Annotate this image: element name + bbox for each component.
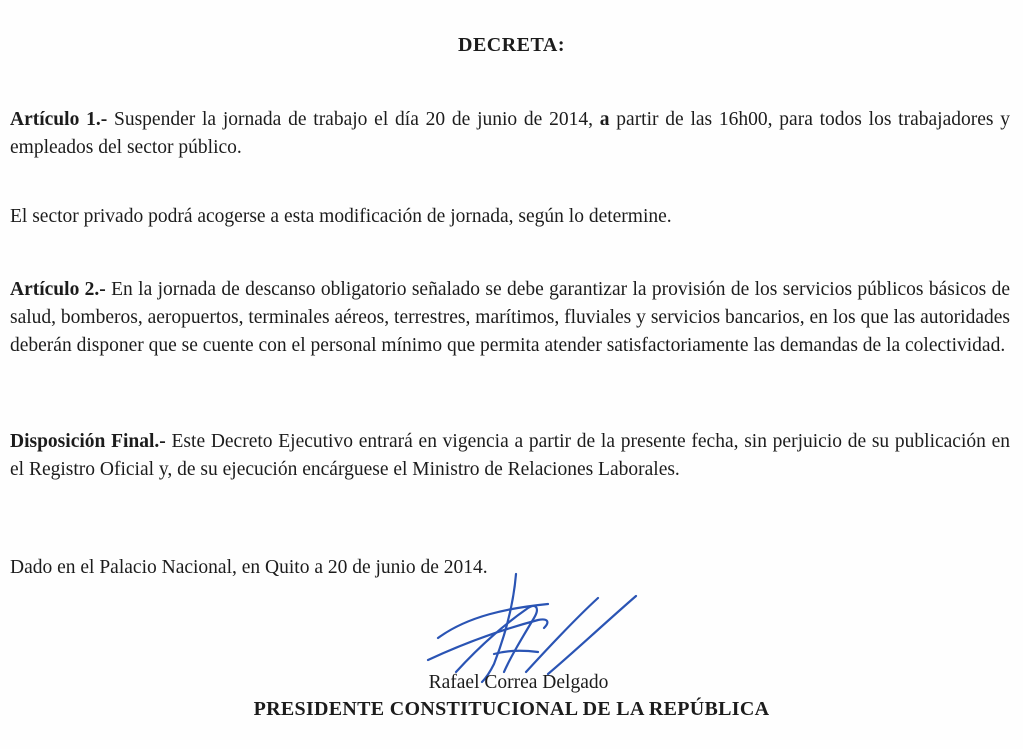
final-disposition-label: Disposición Final.-	[10, 431, 166, 452]
decree-heading: DECRETA:	[458, 34, 565, 56]
article-2-text: En la jornada de descanso obligatorio señalado se debe garantizar la provisión de los servicios públicos básicos de salud, bomberos, aeropuertos, terminales aéreos, terrestres, marítimos, fluviales y servicios bancarios, en los que las autoridades deberán disponer que se cuente con el personal mínimo que permita atender satisfactoriamente las demandas de la colectividad.	[10, 279, 1011, 356]
article-1	[10, 106, 1010, 162]
article-1-text-before: Suspender la jornada de trabajo el día 20 de junio de 2014,	[107, 109, 600, 130]
dated-statement: Dado en el Palacio Nacional, en Quito a 20 de junio de 2014.	[10, 557, 488, 578]
article-2	[10, 276, 1010, 360]
final-disposition-text: Este Decreto Ejecutivo entrará en vigencia a partir de la presente fecha, sin perjuicio de su publicación en el Registro Oficial y, de su ejecución encárguese el Ministro de Relaciones Laborales.	[10, 431, 1010, 480]
article-1-text-after: partir de las 16h00, para todos los trabajadores y empleados del sector público.	[10, 109, 1010, 158]
article-1-label: Artículo 1.-	[10, 109, 108, 130]
article-2-label: Artículo 2.-	[10, 279, 106, 300]
final-disposition	[10, 428, 1010, 484]
private-sector-paragraph: El sector privado podrá acogerse a esta modificación de jornada, según lo determine.	[10, 206, 672, 227]
signer-title: PRESIDENTE CONSTITUCIONAL DE LA REPÚBLICA	[253, 698, 770, 720]
article-1-emphasis: a	[599, 109, 610, 130]
signer-name: Rafael Correa Delgado	[428, 672, 609, 693]
